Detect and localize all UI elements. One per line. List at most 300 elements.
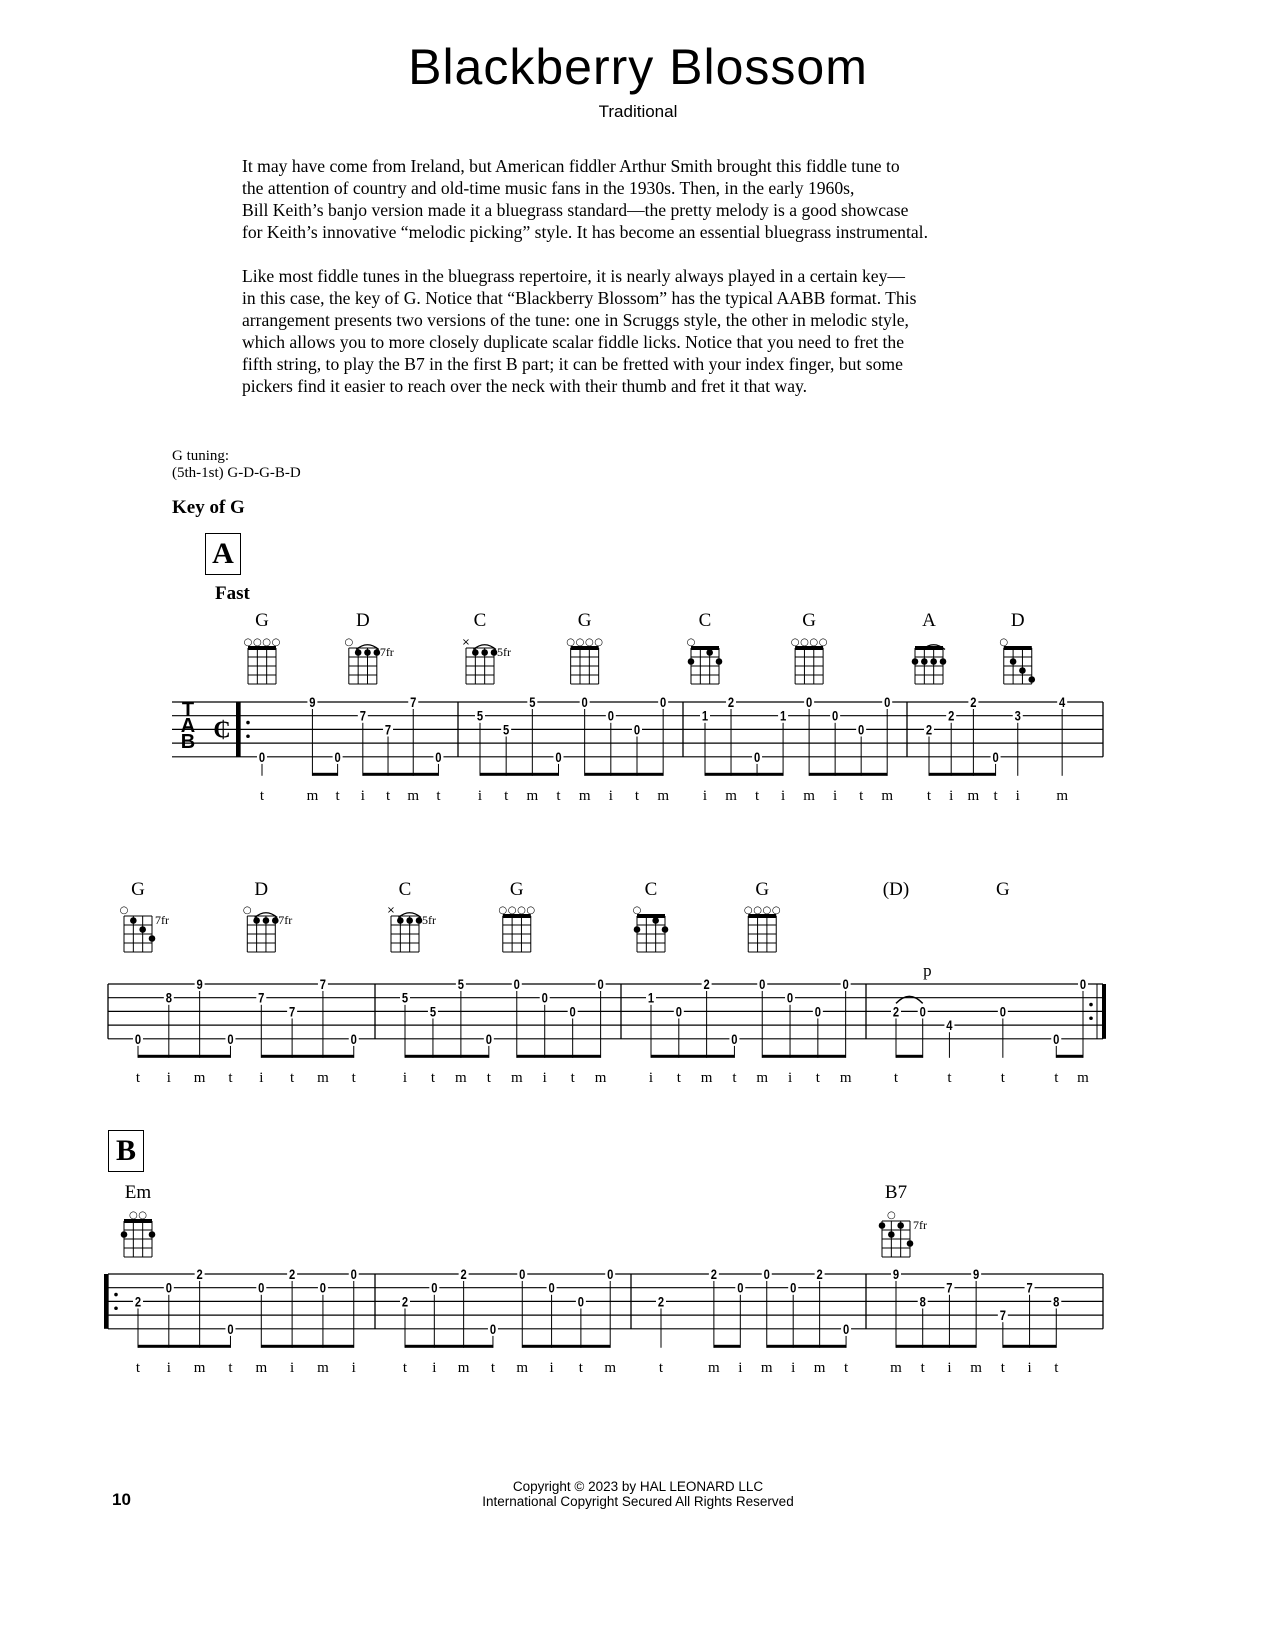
open-string-icon: ○ [743, 905, 753, 916]
beam [522, 1345, 610, 1348]
picking-finger: i [780, 787, 786, 804]
fret-number: 0 [227, 1321, 234, 1338]
fret-position-label: 5fr [422, 913, 436, 927]
beam [138, 1345, 230, 1348]
fret-number: 0 [569, 1004, 576, 1020]
rights-line: International Copyright Secured All Rights Reserved [482, 1494, 794, 1509]
beam [1056, 1055, 1083, 1058]
fret-number: 9 [973, 1266, 980, 1283]
fret-position-label: 5fr [497, 645, 511, 659]
fret-number: 2 [657, 1294, 665, 1310]
fret-number: 0 [555, 749, 562, 766]
beam [809, 773, 887, 776]
tab-clef-letter: T [181, 699, 195, 721]
picking-finger: m [317, 1359, 329, 1376]
finger-dot [472, 649, 479, 656]
fret-number: 0 [334, 749, 341, 766]
fret-number: 0 [675, 1004, 682, 1020]
picking-finger: t [578, 1359, 583, 1376]
picking-finger: t [658, 1359, 664, 1376]
picking-finger: t [732, 1069, 737, 1086]
fret-number: 0 [790, 1280, 797, 1297]
chord-name: C [473, 610, 487, 631]
finger-dot [907, 1240, 914, 1247]
copyright-line: Copyright © 2023 by HAL LEONARD LLC [512, 1479, 764, 1494]
finger-dot [716, 658, 723, 665]
fret-number: 0 [999, 1004, 1006, 1020]
picking-finger: m [803, 787, 815, 804]
picking-finger: m [1056, 787, 1068, 804]
picking-finger: i [477, 787, 483, 804]
fret-number: 0 [731, 1031, 738, 1048]
picking-finger: m [193, 1359, 206, 1376]
chord-name: C [398, 879, 412, 900]
picking-finger: m [516, 1359, 529, 1376]
finger-dot [706, 649, 713, 656]
open-string-icon: ○ [762, 905, 772, 916]
key-signature-label: Key of G [172, 497, 245, 518]
fret-number: 2 [288, 1266, 296, 1283]
fret-number: 5 [476, 708, 484, 725]
open-string-icon: ○ [243, 637, 253, 648]
picking-finger: i [648, 1069, 654, 1086]
beam [138, 1055, 230, 1058]
text-line: for Keith’s innovative “melodic picking” style. It has become an essential bluegrass instrumental. [242, 222, 928, 242]
finger-dot [912, 658, 919, 665]
composer: Traditional [598, 102, 678, 121]
open-string-icon: ○ [242, 905, 252, 916]
fret-number: 0 [737, 1280, 744, 1297]
open-string-icon: ○ [507, 905, 517, 916]
picking-finger: m [725, 787, 737, 804]
picking-finger: t [135, 1069, 141, 1086]
fret-number: 5 [457, 976, 465, 993]
open-string-icon: ○ [138, 1210, 148, 1221]
fret-number: 7 [410, 694, 417, 711]
finger-dot [149, 1231, 156, 1238]
picking-finger: i [949, 787, 954, 804]
open-string-icon: ○ [800, 637, 809, 648]
fret-number: 0 [1053, 1031, 1060, 1048]
fret-number: 0 [435, 749, 442, 766]
fret-number: 0 [581, 694, 588, 711]
chord-name: G [577, 610, 592, 631]
fret-number: 0 [489, 1321, 497, 1338]
finger-dot [253, 917, 260, 924]
picking-finger: t [920, 1359, 925, 1376]
fret-number: 0 [577, 1294, 585, 1310]
open-string-icon: ○ [594, 637, 604, 648]
picking-finger: t [1000, 1359, 1005, 1376]
fret-number: 0 [607, 1266, 614, 1283]
fret-number: 0 [350, 1031, 357, 1048]
picking-finger: i [166, 1069, 171, 1086]
picking-finger: m [881, 787, 894, 804]
picking-finger: m [455, 1069, 467, 1086]
open-string-icon: ○ [526, 905, 536, 916]
finger-dot [688, 658, 695, 665]
picking-finger: m [760, 1359, 773, 1376]
open-string-icon: ○ [344, 637, 354, 648]
picking-finger: t [351, 1069, 356, 1086]
picking-finger: i [1027, 1359, 1032, 1376]
song-title: Blackberry Blossom [408, 39, 868, 95]
picking-finger: i [166, 1359, 171, 1376]
repeat-dot [1089, 1016, 1093, 1020]
repeat-dot [246, 734, 250, 738]
fret-number: 2 [134, 1294, 142, 1310]
open-string-icon: ○ [119, 905, 129, 916]
chord-name: G [755, 879, 770, 900]
fret-number: 7 [258, 990, 265, 1007]
fret-number: 0 [858, 722, 865, 738]
fret-number: 0 [633, 722, 641, 738]
open-string-icon: ○ [498, 905, 508, 916]
section-b-marker: B [108, 1130, 144, 1172]
fret-number: 0 [548, 1280, 555, 1297]
fret-number: 0 [884, 694, 891, 711]
beam [767, 1345, 846, 1348]
finger-dot [139, 926, 146, 933]
finger-dot [888, 1231, 895, 1238]
picking-finger: t [402, 1359, 408, 1376]
chord-name: D [1010, 610, 1025, 631]
picking-finger: t [1000, 1069, 1005, 1086]
picking-finger: t [135, 1359, 141, 1376]
picking-finger: m [839, 1069, 852, 1086]
fret-number: 2 [401, 1294, 409, 1310]
finger-dot [634, 926, 641, 933]
fret-number: 0 [485, 1031, 492, 1048]
beam [517, 1055, 601, 1058]
text-line: which allows you to more closely duplicate scalar fiddle licks. Notice that you need to fret the [242, 332, 905, 352]
repeat-dot [1089, 1003, 1093, 1007]
open-string-icon: ○ [584, 637, 594, 648]
finger-dot [130, 917, 137, 924]
picking-finger: i [290, 1359, 295, 1376]
beam [929, 773, 996, 776]
picking-finger: m [756, 1069, 769, 1086]
beam [651, 1055, 734, 1058]
finger-dot [263, 917, 270, 924]
fret-number: 2 [970, 694, 977, 711]
fret-number: 7 [288, 1004, 296, 1020]
picking-finger: i [259, 1069, 264, 1086]
chord-name: G [995, 879, 1010, 900]
finger-dot [481, 649, 488, 656]
fret-number: 5 [429, 1004, 437, 1020]
picking-finger: t [335, 787, 340, 804]
open-string-icon: ○ [790, 637, 800, 648]
picking-finger: t [430, 1069, 436, 1086]
fret-number: 7 [999, 1307, 1006, 1324]
beam [405, 1345, 493, 1348]
picking-finger: t [486, 1069, 491, 1086]
picking-finger: t [947, 1069, 952, 1086]
picking-finger: t [290, 1069, 295, 1086]
picking-finger: m [604, 1359, 617, 1376]
fret-number: 0 [134, 1031, 142, 1048]
open-string-icon: ○ [999, 637, 1009, 648]
finger-dot [940, 658, 947, 665]
open-string-icon: ○ [252, 637, 262, 648]
chord-name: B7 [884, 1182, 908, 1203]
picking-finger: t [385, 787, 391, 804]
picking-finger: m [700, 1069, 713, 1086]
open-string-icon: ○ [753, 905, 762, 916]
fret-number: 1 [701, 708, 709, 725]
picking-finger: t [436, 787, 441, 804]
fret-number: 0 [842, 976, 849, 993]
finger-dot [930, 658, 937, 665]
fret-number: 0 [513, 976, 520, 993]
fret-number: 0 [519, 1266, 526, 1283]
fret-number: 7 [384, 722, 392, 738]
open-string-icon: ○ [818, 637, 828, 648]
fret-number: 9 [892, 1266, 900, 1283]
finger-dot [897, 1222, 904, 1229]
fret-number: 4 [1059, 694, 1066, 711]
repeat-dot [246, 721, 250, 725]
tuning-label: G tuning: [172, 448, 230, 464]
picking-finger: t [676, 1069, 681, 1086]
beam [896, 1345, 976, 1348]
chord-name: A [922, 610, 936, 631]
chord-name: G [131, 879, 145, 900]
repeat-dot [114, 1306, 118, 1310]
beam [363, 773, 439, 776]
finger-dot [1010, 658, 1017, 665]
picking-finger: m [578, 787, 591, 804]
chord-name: (D) [882, 879, 910, 900]
finger-dot [662, 926, 669, 933]
fret-number: 0 [832, 708, 839, 725]
picking-finger: t [259, 787, 265, 804]
fret-number: 0 [786, 990, 794, 1007]
finger-dot [149, 935, 156, 942]
fret-number: 9 [196, 976, 203, 993]
beam [312, 773, 337, 776]
fret-number: 0 [258, 749, 266, 766]
fret-number: 2 [703, 976, 710, 993]
fret-number: 3 [1014, 708, 1021, 725]
picking-finger: i [351, 1359, 356, 1376]
picking-finger: t [228, 1359, 233, 1376]
finger-dot [121, 1231, 128, 1238]
page-number: 10 [112, 1490, 131, 1509]
picking-finger: i [549, 1359, 554, 1376]
open-string-icon: ○ [632, 905, 642, 916]
fret-number: 0 [350, 1266, 357, 1283]
fret-number: 2 [727, 694, 735, 711]
fret-number: 0 [227, 1031, 234, 1048]
fret-number: 2 [460, 1266, 467, 1283]
fret-number: 0 [814, 1004, 821, 1020]
beam [896, 1055, 923, 1058]
chord-name: D [355, 610, 370, 631]
fret-number: 0 [165, 1280, 172, 1297]
fret-number: 9 [309, 694, 316, 711]
cut-time-signature: ₵ [213, 717, 231, 744]
fret-number: 2 [892, 1004, 900, 1020]
fret-number: 5 [503, 722, 510, 738]
picking-finger: m [407, 787, 420, 804]
fret-number: 0 [753, 749, 761, 766]
fret-number: 4 [946, 1017, 953, 1034]
chord-name: G [509, 879, 524, 900]
picking-finger: t [490, 1359, 496, 1376]
text-line: the attention of country and old-time music fans in the 1930s. Then, in the early 1960s, [242, 178, 855, 198]
finger-dot [406, 917, 413, 924]
picking-finger: i [432, 1359, 437, 1376]
fret-number: 1 [647, 990, 655, 1007]
finger-dot [921, 658, 928, 665]
beam [585, 773, 663, 776]
picking-finger: t [570, 1069, 575, 1086]
fret-number: 8 [919, 1294, 926, 1310]
pulloff-label: p [923, 961, 932, 980]
fret-number: 0 [805, 694, 813, 711]
picking-finger: m [306, 787, 319, 804]
fret-position-label: 7fr [278, 913, 293, 927]
picking-finger: m [510, 1069, 523, 1086]
picking-finger: i [738, 1359, 743, 1376]
chord-name: C [644, 879, 658, 900]
beam [480, 773, 558, 776]
picking-finger: m [526, 787, 539, 804]
picking-finger: i [402, 1069, 408, 1086]
tempo-marking: Fast [215, 583, 250, 604]
open-string-icon: ○ [128, 1210, 138, 1221]
fret-number: 5 [529, 694, 536, 711]
repeat-dot [114, 1293, 118, 1297]
picking-finger: i [787, 1069, 793, 1086]
picking-finger: m [1077, 1069, 1089, 1086]
fret-number: 8 [1053, 1294, 1060, 1310]
chord-name: G [802, 610, 816, 631]
fret-number: 2 [710, 1266, 717, 1283]
open-string-icon: ○ [566, 637, 576, 648]
picking-finger: t [1054, 1359, 1059, 1376]
beam [261, 1055, 353, 1058]
fret-number: 0 [660, 694, 667, 711]
text-line: fifth string, to play the B7 in the first B part; it can be fretted with your index finger, but some [242, 354, 903, 374]
picking-finger: t [634, 787, 640, 804]
beam [405, 1055, 489, 1058]
picking-finger: m [457, 1359, 470, 1376]
picking-finger: t [859, 787, 864, 804]
finger-dot [652, 917, 659, 924]
finger-dot [364, 649, 371, 656]
fret-number: 5 [401, 990, 409, 1007]
fret-number: 2 [925, 722, 933, 738]
finger-dot [879, 1222, 886, 1229]
fret-number: 0 [919, 1004, 926, 1020]
thick-barline [236, 702, 240, 757]
picking-finger: m [317, 1069, 329, 1086]
picking-finger: t [815, 1069, 820, 1086]
picking-finger: m [657, 787, 669, 804]
picking-finger: m [813, 1359, 826, 1376]
chord-name: D [254, 879, 269, 900]
text-line: arrangement presents two versions of the tune: one in Scruggs style, the other in melodic style, [242, 310, 909, 330]
fret-number: 7 [946, 1280, 953, 1297]
fret-number: 2 [196, 1266, 203, 1283]
chord-name: G [255, 610, 269, 631]
fret-position-label: 7fr [379, 645, 394, 659]
text-line: pickers find it easier to reach over the neck with their thumb and fret it that way. [242, 376, 808, 396]
fret-position-label: 7fr [155, 913, 169, 927]
finger-dot [355, 649, 362, 656]
open-string-icon: ○ [886, 1210, 896, 1221]
picking-finger: i [791, 1359, 796, 1376]
muted-string-icon: × [386, 905, 396, 916]
open-string-icon: ○ [771, 905, 781, 916]
beam [762, 1055, 845, 1058]
picking-finger: i [947, 1359, 952, 1376]
picking-finger: m [594, 1069, 607, 1086]
picking-finger: i [542, 1069, 547, 1086]
picking-finger: m [255, 1359, 268, 1376]
beam [261, 1345, 353, 1348]
fret-position-label: 7fr [913, 1218, 927, 1232]
fret-number: 0 [842, 1321, 850, 1338]
fret-number: 1 [779, 708, 787, 725]
fret-number: 2 [948, 708, 955, 725]
picking-finger: i [702, 787, 708, 804]
picking-finger: m [890, 1359, 902, 1376]
picking-finger: i [1015, 787, 1020, 804]
picking-finger: m [708, 1359, 720, 1376]
picking-finger: i [833, 787, 838, 804]
finger-dot [397, 917, 404, 924]
finger-dot [1019, 667, 1026, 674]
text-line: in this case, the key of G. Notice that “Blackberry Blossom” has the typical AABB format. This [242, 288, 917, 308]
picking-finger: t [556, 787, 561, 804]
open-string-icon: ○ [262, 637, 272, 648]
thick-barline [1102, 984, 1106, 1039]
picking-finger: t [754, 787, 760, 804]
picking-finger: m [967, 787, 980, 804]
fret-number: 0 [1079, 976, 1087, 993]
open-string-icon: ○ [575, 637, 585, 648]
fret-number: 0 [759, 976, 766, 993]
beam [1003, 1345, 1056, 1348]
fret-number: 0 [258, 1280, 265, 1297]
picking-finger: t [893, 1069, 899, 1086]
text-line: It may have come from Ireland, but American fiddler Arthur Smith brought this fiddle tune to [242, 156, 900, 176]
open-string-icon: ○ [809, 637, 819, 648]
beam [714, 1345, 740, 1348]
tab-clef-letter: A [180, 715, 196, 737]
copyright-footer [0, 1479, 1276, 1509]
fret-number: 0 [597, 976, 604, 993]
fret-number: 0 [319, 1280, 327, 1297]
picking-finger: m [970, 1359, 982, 1376]
fret-number: 0 [431, 1280, 438, 1297]
open-string-icon: ○ [517, 905, 526, 916]
thick-barline [104, 1274, 108, 1329]
diagram-nut [915, 646, 943, 650]
fret-number: 0 [992, 749, 999, 766]
fret-number: 2 [816, 1266, 823, 1283]
picking-finger: t [926, 787, 932, 804]
picking-finger: t [843, 1359, 849, 1376]
chord-name: C [698, 610, 712, 631]
muted-string-icon: × [461, 637, 471, 648]
fret-number: 7 [319, 976, 327, 993]
picking-finger: t [228, 1069, 233, 1086]
